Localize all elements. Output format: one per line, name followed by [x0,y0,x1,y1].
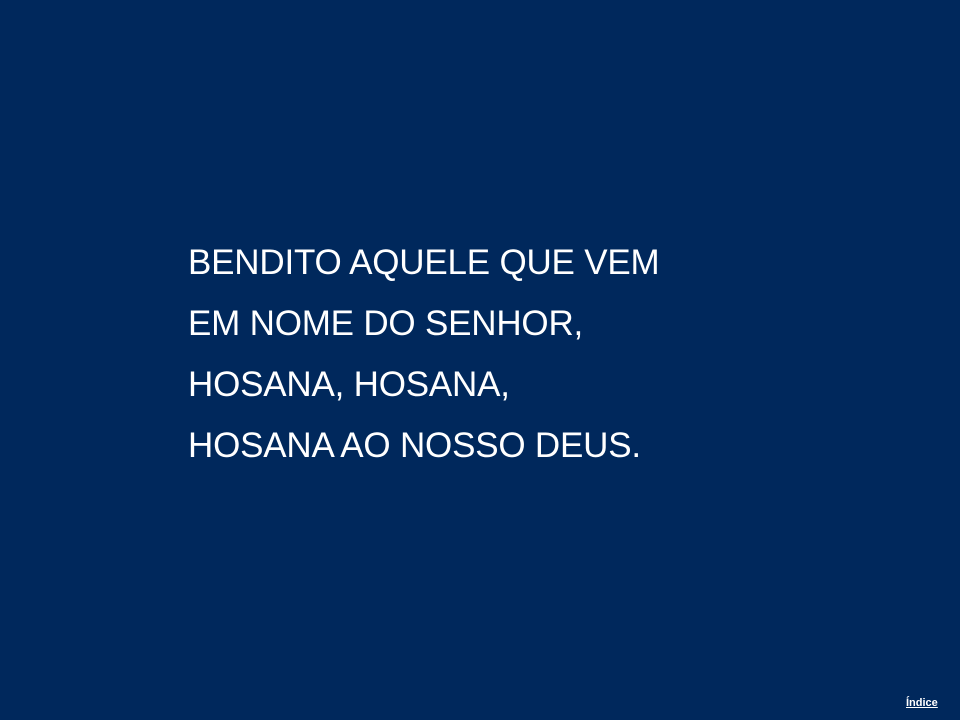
lyric-line-3: HOSANA, HOSANA, [188,365,510,404]
lyric-line-1: BENDITO AQUELE QUE VEM [188,243,660,282]
lyric-line-2: EM NOME DO SENHOR, [188,304,584,343]
lyrics-block [188,232,659,476]
index-link[interactable]: Índice [906,697,938,709]
lyric-line-4: HOSANA AO NOSSO DEUS. [188,426,641,465]
